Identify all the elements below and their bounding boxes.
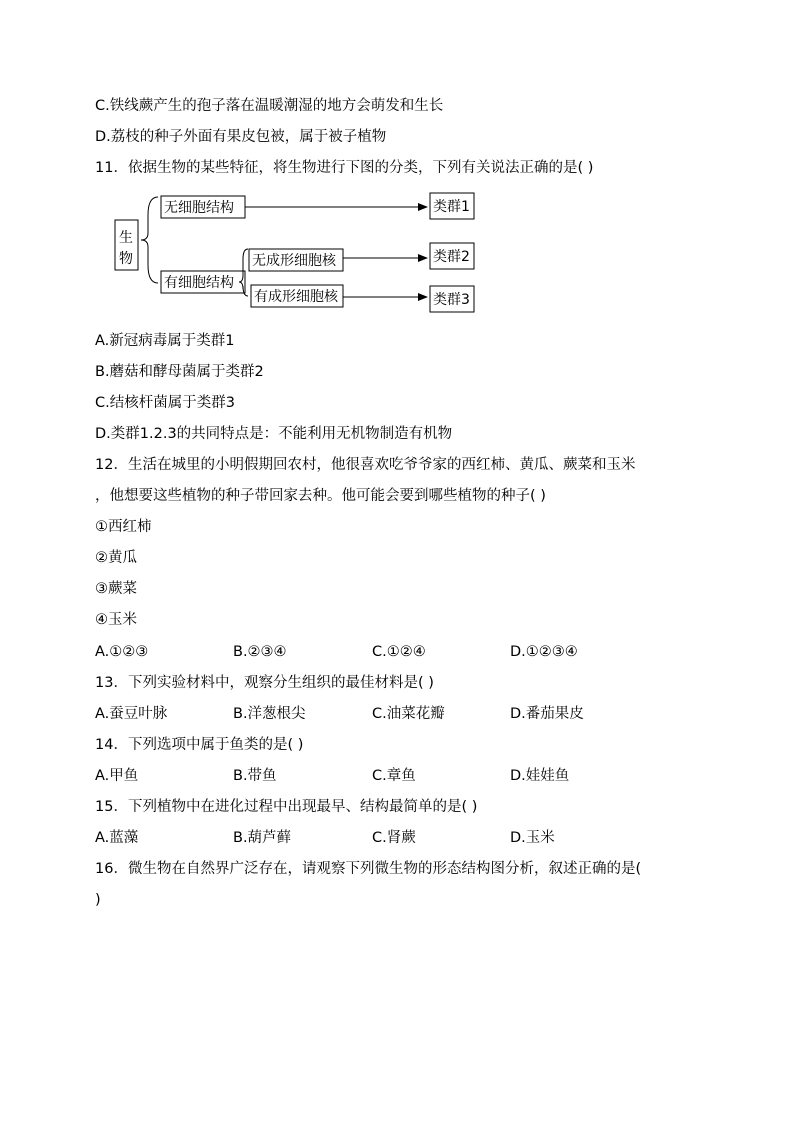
root-char-1: 生: [119, 230, 133, 246]
q15-option-b: B.葫芦藓: [233, 830, 292, 846]
q14-option-d: D.娃娃鱼: [510, 768, 570, 784]
q13-option-c: C.油菜花瓣: [372, 706, 445, 722]
q15-option-d: D.玉米: [510, 830, 555, 846]
question-16: 16．微生物在自然界广泛存在，请观察下列微生物的形态结构图分析，叙述正确的是(: [95, 861, 642, 877]
q13-option-a: A.蚕豆叶脉: [95, 706, 168, 722]
arrowhead-3: [418, 293, 428, 301]
q11-option-d: D.类群1.2.3的共同特点是：不能利用无机物制造有机物: [95, 426, 453, 442]
q15-option-a: A.蓝藻: [95, 830, 139, 846]
group1-label: 类群1: [433, 199, 470, 215]
q11-option-c: C.结核杆菌属于类群3: [95, 395, 235, 411]
q14-option-c: C.章鱼: [372, 768, 416, 784]
arrowhead-1: [418, 203, 428, 211]
q13-option-d: D.番茄果皮: [510, 706, 584, 722]
q12-item-1: ①西红柿: [95, 519, 152, 535]
q12-item-2: ②黄瓜: [95, 550, 137, 566]
group2-label: 类群2: [433, 249, 470, 265]
q12-option-b: B.②③④: [233, 644, 287, 660]
question-12-cont: ，他想要这些植物的种子带回家去种。他可能会要到哪些植物的种子( ): [95, 488, 546, 504]
question-11: 11．依据生物的某些特征，将生物进行下图的分类，下列有关说法正确的是( ): [95, 160, 594, 176]
question-13: 13．下列实验材料中，观察分生组织的最佳材料是( ): [95, 675, 434, 691]
no-nucleus-label: 无成形细胞核: [252, 253, 336, 269]
nucleus-label: 有成形细胞核: [254, 289, 338, 305]
q12-option-d: D.①②③④: [510, 644, 578, 660]
root-brace: [141, 197, 158, 283]
q11-option-a: A.新冠病毒属于类群1: [95, 333, 235, 349]
q12-item-4: ④玉米: [95, 612, 137, 628]
q14-option-b: B.带鱼: [233, 768, 277, 784]
q14-option-a: A.甲鱼: [95, 768, 139, 784]
line-option-d-q10: D.荔枝的种子外面有果皮包被，属于被子植物: [95, 129, 387, 145]
q13-option-b: B.洋葱根尖: [233, 706, 306, 722]
sub-brace: [239, 249, 248, 296]
q15-option-c: C.肾蕨: [372, 830, 416, 846]
question-14: 14．下列选项中属于鱼类的是( ): [95, 737, 304, 753]
cell-label: 有细胞结构: [164, 275, 234, 291]
q11-option-b: B.蘑菇和酵母菌属于类群2: [95, 364, 264, 380]
q12-item-3: ③蕨菜: [95, 581, 137, 597]
classification-diagram: [0, 0, 794, 330]
arrowhead-2: [418, 254, 428, 262]
q12-option-c: C.①②④: [372, 644, 426, 660]
q12-option-a: A.①②③: [95, 644, 149, 660]
question-12: 12．生活在城里的小明假期回农村，他很喜欢吃爷爷家的西红柿、黄瓜、蕨菜和玉米: [95, 457, 636, 473]
group3-label: 类群3: [433, 292, 470, 308]
question-15: 15．下列植物中在进化过程中出现最早、结构最简单的是( ): [95, 799, 478, 815]
line-option-c-q10: C.铁线蕨产生的孢子落在温暖潮湿的地方会萌发和生长: [95, 98, 444, 114]
no-cell-label: 无细胞结构: [164, 200, 234, 216]
root-char-2: 物: [119, 251, 133, 267]
question-16-cont: ): [95, 892, 101, 908]
